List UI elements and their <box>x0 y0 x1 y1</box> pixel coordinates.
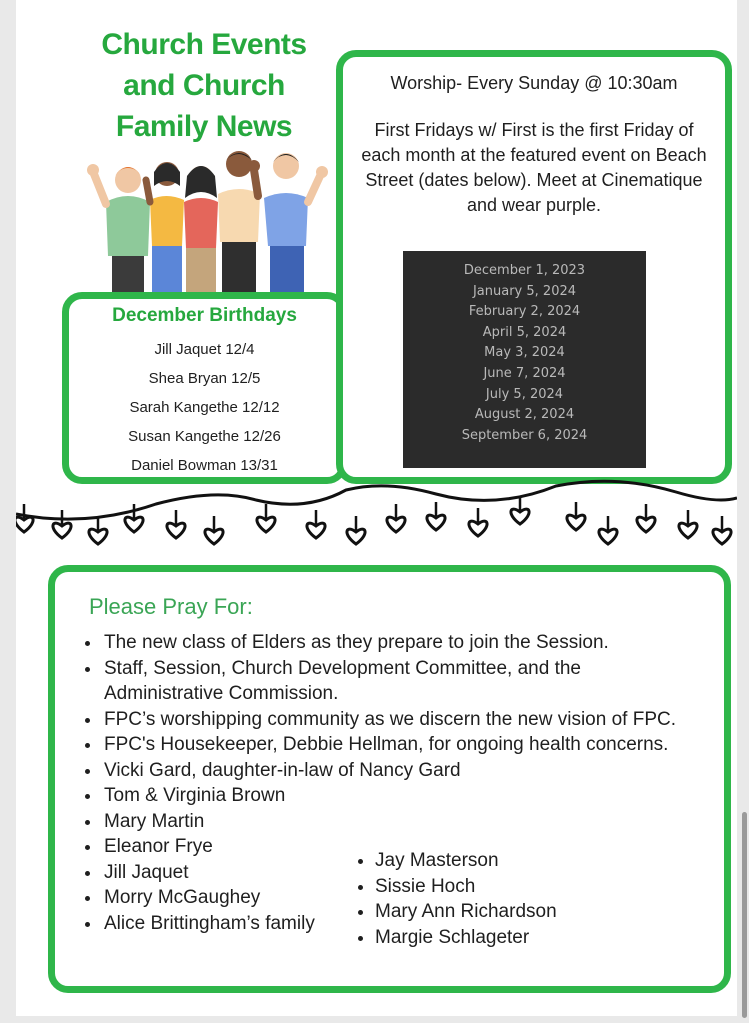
heart-icon <box>713 516 731 544</box>
prayer-item: • Tom & Virginia Brown <box>102 783 702 809</box>
prayer-item: • Jill Jaquet <box>102 860 702 886</box>
date-item: June 7, 2024 <box>483 365 566 381</box>
date-item: September 6, 2024 <box>461 427 588 443</box>
person-5 <box>264 153 328 296</box>
date-item: May 3, 2024 <box>484 345 565 361</box>
birthday-item: Sarah Kangethe 12/12 <box>129 399 280 416</box>
prayer-item: • Mary Ann Richardson <box>375 899 655 925</box>
heart-icon <box>307 510 325 538</box>
heart-icon <box>167 510 185 538</box>
prayer-item: • Alice Brittingham’s family <box>102 911 702 937</box>
prayer-item: • Morry McGaughey <box>102 885 702 911</box>
date-item: July 5, 2024 <box>485 386 564 402</box>
heart-icon <box>205 516 223 544</box>
garland-hearts <box>16 496 731 544</box>
heart-icon <box>53 510 71 538</box>
prayer-item: • Sissie Hoch <box>375 874 655 900</box>
heart-garland-divider <box>16 474 737 566</box>
prayer-item: • The new class of Elders as they prepare to join the Session. <box>102 630 702 656</box>
prayer-item: • FPC’s worshipping community as we discern the new vision of FPC. <box>102 707 702 733</box>
people-waving-illustration <box>84 140 340 296</box>
heart-icon <box>427 502 445 530</box>
person-1 <box>87 164 150 296</box>
birthday-item: Jill Jaquet 12/4 <box>154 341 255 358</box>
title-line-1: Church Events <box>101 28 307 61</box>
title-line-2: and Church <box>123 69 285 102</box>
heart-icon <box>16 504 33 532</box>
title-line-3: Family News <box>115 110 293 143</box>
prayer-item: • Vicki Gard, daughter-in-law of Nancy Gard <box>102 758 702 784</box>
prayer-item: • FPC's Housekeeper, Debbie Hellman, for ongoing health concerns. <box>102 732 702 758</box>
worship-schedule: Worship- Every Sunday @ 10:30am <box>390 73 678 93</box>
prayer-list-column-2 <box>353 848 655 950</box>
date-item: December 1, 2023 <box>463 263 586 278</box>
person-2 <box>146 162 184 296</box>
heart-icon <box>387 504 405 532</box>
heart-icon <box>599 516 617 544</box>
person-3 <box>184 166 218 296</box>
birthday-item: Shea Bryan 12/5 <box>148 370 261 387</box>
heart-icon <box>347 516 365 544</box>
scrollbar[interactable] <box>742 812 747 1018</box>
date-item: February 2, 2024 <box>468 304 581 320</box>
prayer-item: • Mary Martin <box>102 809 702 835</box>
date-item: August 2, 2024 <box>474 407 575 423</box>
heart-icon <box>257 504 275 532</box>
prayer-box <box>48 565 731 993</box>
heart-icon <box>637 504 655 532</box>
heart-icon <box>89 516 107 544</box>
date-item: April 5, 2024 <box>482 324 567 340</box>
newsletter-page <box>16 0 737 1016</box>
birthday-item: Daniel Bowman 13/31 <box>131 457 278 474</box>
prayer-title: Please Pray For: <box>89 594 253 619</box>
first-fridays-dates <box>403 251 646 468</box>
heart-icon <box>511 496 529 524</box>
prayer-item: • Staff, Session, Church Development Committee, and the Administrative Commission. <box>102 656 702 707</box>
prayer-item: • Jay Masterson <box>375 848 655 874</box>
birthdays-box <box>62 292 347 484</box>
worship-box <box>336 50 732 484</box>
date-item: January 5, 2024 <box>472 283 577 299</box>
heart-icon <box>567 502 585 530</box>
first-fridays-text: First Fridays w/ First is the first Friday of each month at the featured event on Beach Street (dates below). Meet at Cinematique and wear purple. <box>361 120 707 215</box>
person-4 <box>218 151 260 296</box>
prayer-item: • Margie Schlageter <box>375 925 655 951</box>
newsletter-title <box>74 24 334 147</box>
heart-icon <box>469 508 487 536</box>
birthday-item: Susan Kangethe 12/26 <box>128 428 281 445</box>
birthdays-list <box>69 335 340 480</box>
birthdays-title: December Birthdays <box>112 305 297 326</box>
heart-icon <box>679 510 697 538</box>
prayer-item: • Eleanor Frye <box>102 834 702 860</box>
